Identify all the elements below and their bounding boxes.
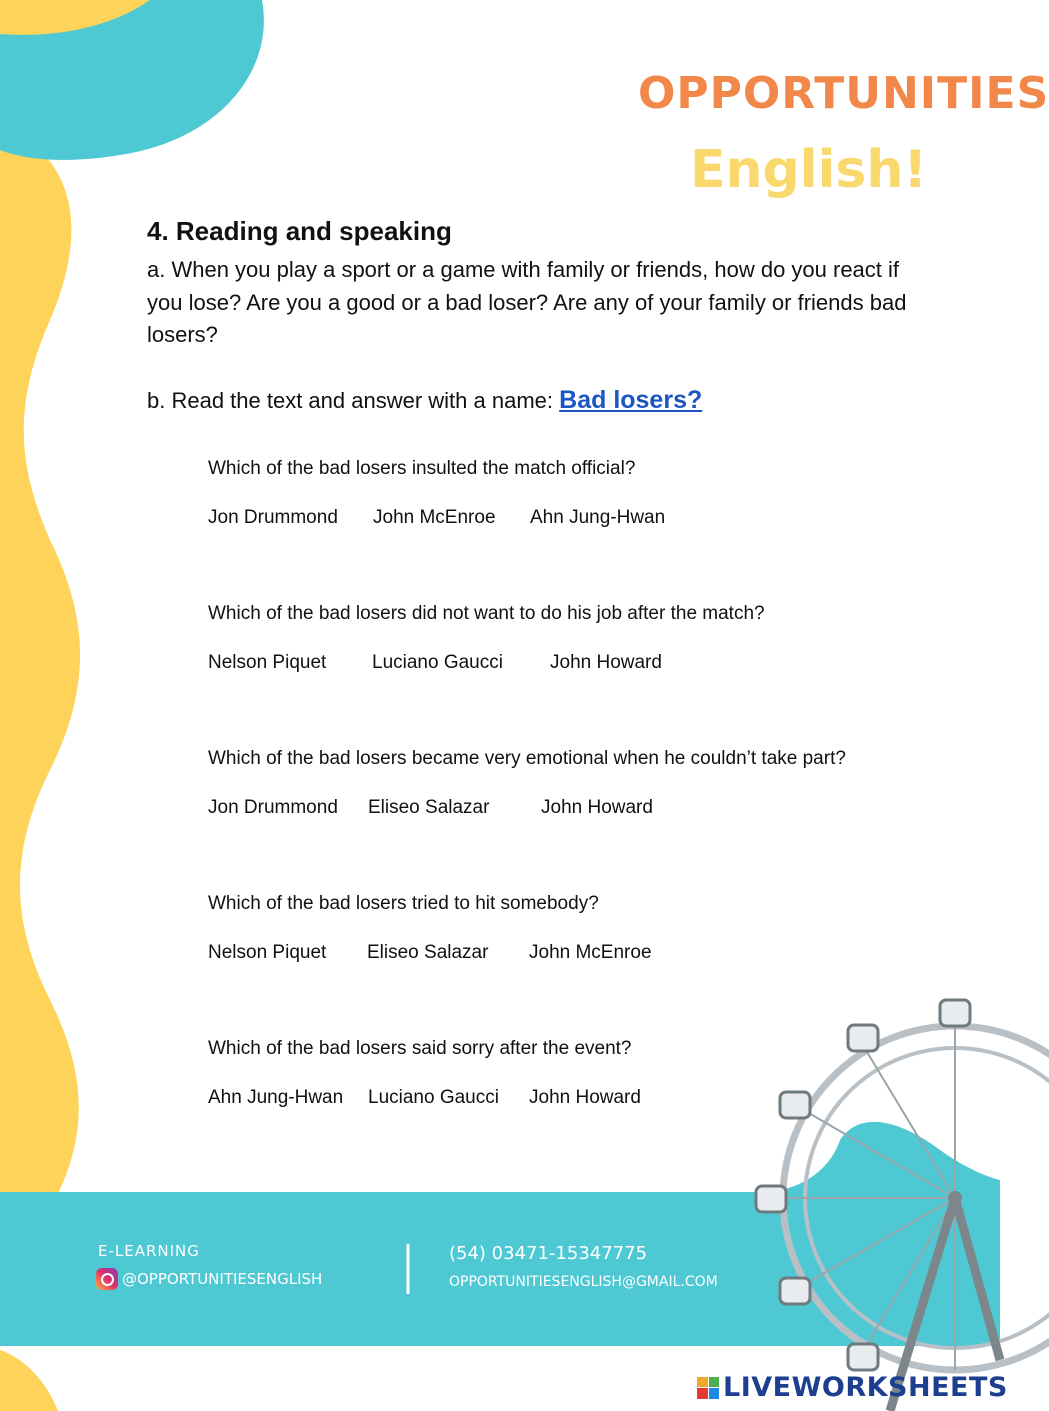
footer-email: OPPORTUNITIESENGLISH@GMAIL.COM — [449, 1274, 718, 1290]
q2-option-1[interactable]: Nelson Piquet — [208, 652, 327, 673]
q4-option-2[interactable]: Eliseo Salazar — [367, 942, 489, 963]
section-heading: 4. Reading and speaking — [147, 216, 452, 246]
liveworksheets-logo-icon — [697, 1377, 719, 1399]
liveworksheets-watermark — [697, 1372, 1008, 1403]
q4-option-1[interactable]: Nelson Piquet — [208, 942, 327, 963]
question-a-text: a. When you play a sport or a game with family or friends, how do you react if you lose? Are you a good or a bad loser? Are any of your family or friends bad losers? — [147, 257, 907, 347]
yellow-blob-bottom — [0, 1350, 58, 1411]
q4-option-3[interactable]: John McEnroe — [529, 942, 652, 963]
bad-losers-link[interactable]: Bad losers? — [559, 386, 703, 414]
yellow-wave-strip — [0, 150, 80, 1200]
instruction-b-text: b. Read the text and answer with a name: — [147, 388, 554, 413]
question-5: Which of the bad losers said sorry after the event? — [208, 1038, 632, 1059]
q2-option-3[interactable]: John Howard — [550, 652, 662, 673]
liveworksheets-text: LIVEWORKSHEETS — [723, 1372, 1008, 1403]
q5-option-3[interactable]: John Howard — [529, 1087, 641, 1108]
q3-option-2[interactable]: Eliseo Salazar — [368, 797, 490, 818]
q1-option-2[interactable]: John McEnroe — [373, 507, 496, 528]
question-1: Which of the bad losers insulted the match official? — [208, 458, 636, 479]
question-3: Which of the bad losers became very emotional when he couldn’t take part? — [208, 748, 846, 769]
footer-phone: (54) 03471-15347775 — [449, 1243, 648, 1264]
question-4: Which of the bad losers tried to hit somebody? — [208, 893, 599, 914]
logo-opportunities: OPPORTUNITIES — [638, 68, 1049, 119]
instagram-handle: @OPPORTUNITIESENGLISH — [122, 1270, 323, 1288]
q1-option-3[interactable]: Ahn Jung-Hwan — [530, 507, 666, 528]
footer-elearning: E-LEARNING — [98, 1242, 200, 1260]
instagram-icon — [96, 1268, 118, 1290]
q2-option-2[interactable]: Luciano Gaucci — [372, 652, 503, 673]
q3-option-3[interactable]: John Howard — [541, 797, 653, 818]
q3-option-1[interactable]: Jon Drummond — [208, 797, 338, 818]
footer-instagram[interactable] — [96, 1268, 322, 1290]
q5-option-2[interactable]: Luciano Gaucci — [368, 1087, 499, 1108]
q1-option-1[interactable]: Jon Drummond — [208, 507, 338, 528]
logo-english: English! — [690, 140, 928, 200]
question-2: Which of the bad losers did not want to do his job after the match? — [208, 603, 765, 624]
footer-band — [0, 1122, 1000, 1346]
q5-option-1[interactable]: Ahn Jung-Hwan — [208, 1087, 344, 1108]
instruction-b — [147, 386, 702, 415]
